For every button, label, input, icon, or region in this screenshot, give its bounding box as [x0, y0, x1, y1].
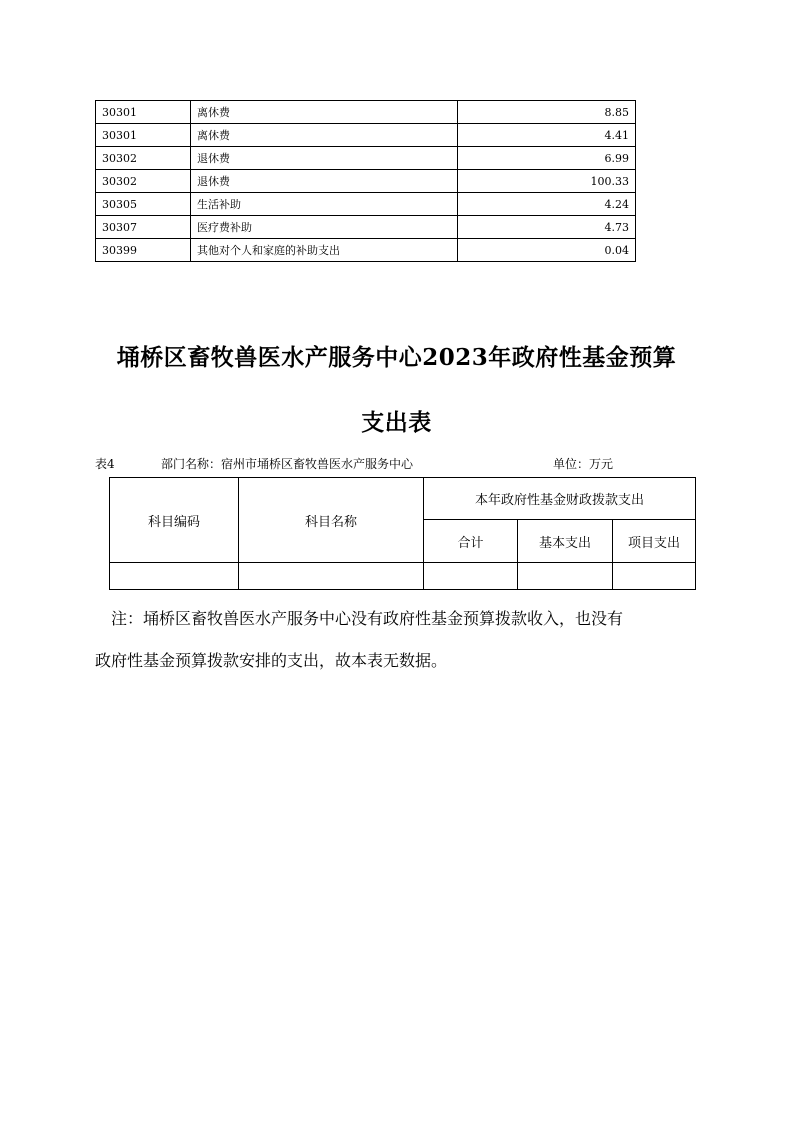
empty-cell — [518, 563, 613, 590]
empty-cell — [110, 563, 239, 590]
empty-cell — [613, 563, 696, 590]
expense-detail-table — [95, 100, 636, 262]
subject-code: 30301 — [96, 124, 191, 147]
unit-label: 单位：万元 — [553, 457, 614, 471]
table-row — [96, 101, 636, 124]
amount: 8.85 — [458, 101, 636, 124]
subject-name: 退休费 — [191, 170, 458, 193]
subject-name: 退休费 — [191, 147, 458, 170]
table-row — [96, 193, 636, 216]
subject-code: 30307 — [96, 216, 191, 239]
table-row — [96, 216, 636, 239]
subject-name: 其他对个人和家庭的补助支出 — [191, 239, 458, 262]
subject-code: 30302 — [96, 170, 191, 193]
empty-data-row — [110, 563, 696, 590]
page-title-line2: 支出表 — [361, 409, 432, 436]
empty-cell — [424, 563, 518, 590]
subject-name: 医疗费补助 — [191, 216, 458, 239]
header-row — [110, 478, 696, 520]
table-row — [96, 124, 636, 147]
subject-code: 30399 — [96, 239, 191, 262]
amount: 4.73 — [458, 216, 636, 239]
subject-code: 30305 — [96, 193, 191, 216]
subject-name: 离休费 — [191, 101, 458, 124]
column-header-subject-name: 科目名称 — [239, 478, 424, 563]
table-number: 表4 — [95, 457, 115, 471]
column-header-total: 合计 — [424, 520, 518, 563]
note-line-1: 注：埇桥区畜牧兽医水产服务中心没有政府性基金预算拨款收入，也没有 — [111, 609, 624, 628]
page-title: 埇桥区畜牧兽医水产服务中心2023年政府性基金预算 — [116, 344, 677, 371]
subject-code: 30302 — [96, 147, 191, 170]
amount: 4.24 — [458, 193, 636, 216]
amount: 6.99 — [458, 147, 636, 170]
table-row — [96, 170, 636, 193]
subject-code: 30301 — [96, 101, 191, 124]
subject-name: 离休费 — [191, 124, 458, 147]
department-name: 部门名称：宿州市埇桥区畜牧兽医水产服务中心 — [161, 457, 414, 471]
table-row — [96, 239, 636, 262]
column-header-subject-code: 科目编码 — [110, 478, 239, 563]
note-line-2: 政府性基金预算拨款安排的支出，故本表无数据。 — [95, 651, 448, 670]
government-fund-table — [109, 477, 696, 590]
amount: 0.04 — [458, 239, 636, 262]
expense-detail-rows — [96, 101, 636, 262]
empty-cell — [239, 563, 424, 590]
table-row — [96, 147, 636, 170]
amount: 4.41 — [458, 124, 636, 147]
subject-name: 生活补助 — [191, 193, 458, 216]
column-header-basic: 基本支出 — [518, 520, 613, 563]
column-group-header: 本年政府性基金财政拨款支出 — [424, 478, 696, 520]
column-header-project: 项目支出 — [613, 520, 696, 563]
amount: 100.33 — [458, 170, 636, 193]
